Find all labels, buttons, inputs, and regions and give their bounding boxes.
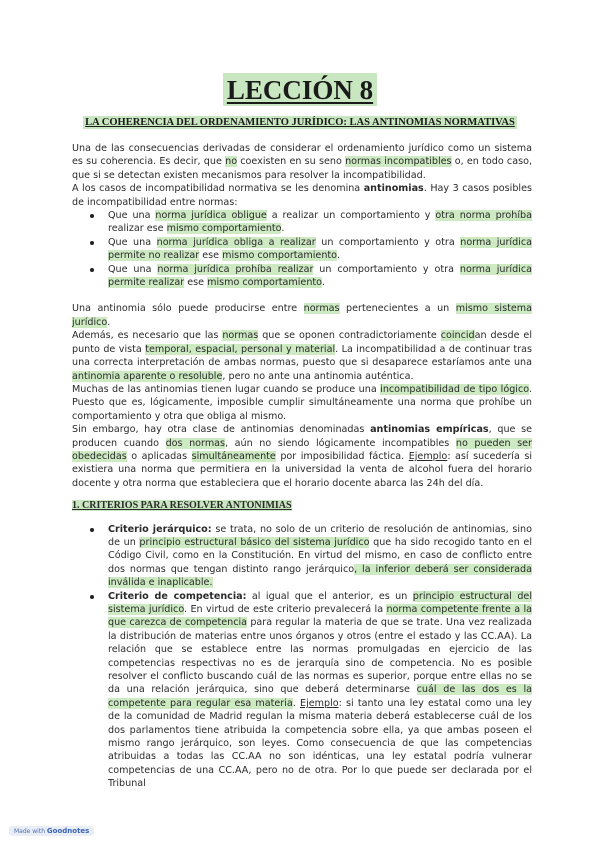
antinomia-paragraph-1: Una antinomia sólo puede producirse entre normas pertenecientes a un mismo sistema jurídico. xyxy=(72,303,532,328)
intro-paragraph-2: A los casos de incompatibilidad normativa se les denomina antinomias. Hay 3 casos posibles de incompatibilidad entre normas: xyxy=(72,183,533,208)
antinomia-paragraph-2: Además, es necesario que las normas que se oponen contradictoriamente coincidan desde el punto de vista temporal, espacial, personal y material. La incompatibilidad a de continuar tras una correcta interpretación de ambas normas, puesto que si desaparece estaríamos ante una antinomia aparente o resoluble, pero no ante una antinomia auténtica. xyxy=(72,330,532,382)
list-item: Que una norma jurídica obliga a realizar un comportamiento y otra norma jurídica permite no realizar ese mismo comportamiento. xyxy=(108,236,532,262)
cases-list xyxy=(72,209,532,289)
lesson-title: LECCIÓN 8 xyxy=(223,73,377,106)
criterio-competencia: Criterio de competencia: al igual que el anterior, es un principio estructural del sistema jurídico. En virtud de este criterio prevalecerá la norma competente frente a la que carezca de competencia para regular la materia de que se trate. Una vez realizada la distribución de materias entre unos órganos y otros (entre el estado y las CC.AA). La relación que se establece entre las normas promulgadas en ejercicio de las competencias respectivas no es de jerarquía sino de competencia. No es posible resolver el conflicto buscando cuál de las normas es superior, porque entre ellas no se da una relación jerárquica, sino que deberá determinarse cuál de las dos es la competente para regular esa materia. Ejemplo: si tanto una ley estatal como una ley de la comunidad de Madrid regulan la misma materia deberá establecerse cuál de los dos parlamentos tiene atribuida la competencia sobre ella, ya que ambas poseen el mismo rango jerárquico, son leyes. Como consecuencia de que las competencias atribuidas a todas las CC.AA no son idénticas, una ley estatal podría vulnerar competencias de una CC.AA, pero no de otra. Por lo que puede ser declarada por el Tribunal xyxy=(108,590,532,790)
section-heading: 1. CRITERIOS PARA RESOLVER ANTONIMIAS xyxy=(72,500,292,512)
list-item: Que una norma jurídica obligue a realizar un comportamiento y otra norma prohíba realizar ese mismo comportamiento. xyxy=(108,210,532,235)
list-item: Que una norma jurídica prohíba realizar un comportamiento y otra norma jurídica permite realizar ese mismo comportamiento. xyxy=(108,263,532,289)
goodnotes-badge: Made with Goodnotes xyxy=(9,826,94,836)
lesson-subtitle xyxy=(0,117,600,128)
criteria-list xyxy=(72,523,532,791)
antinomia-paragraph-4: Sin embargo, hay otra clase de antinomias denominadas antinomias empíricas, que se producen cuando dos normas, aún no siendo lógicamente incompatibles no pueden ser obedecidas o aplicadas simultáneamente por imposibilidad fáctica. Ejemplo: así sucedería si existiera una norma que permitiera en la universidad la venta de alcohol fuera del horario docente y otra norma que estableciera que el horario docente abarca las 24h del día. xyxy=(72,424,533,489)
subtitle-text: LA COHERENCIA DEL ORDENAMIENTO JURÍDICO: LAS ANTINOMIAS NORMATIVAS xyxy=(85,117,515,128)
intro-paragraph-1: Una de las consecuencias derivadas de considerar el ordenamiento jurídico como un sistema es su coherencia. Es decir, que no coexisten en su seno normas incompatibles o, en todo caso, que si se detectan existen mecanismos para resolver la incompatibilidad. xyxy=(72,143,532,181)
document-body xyxy=(72,142,532,791)
spacer xyxy=(72,289,532,302)
criterio-jerarquico: Criterio jerárquico: se trata, no solo de un criterio de resolución de antinomias, sino de un principio estructural básico del sistema jurídico que ha sido recogido tanto en el Código Civil, como en la Constitución. En virtud del mismo, en caso de conflicto entre dos normas que tengan distinto rango jerárquico, la inferior deberá ser considerada inválida e inaplicable. xyxy=(108,523,532,589)
title-wrapper xyxy=(0,73,600,106)
antinomia-paragraph-3: Muchas de las antinomias tienen lugar cuando se produce una incompatibilidad de tipo lógico. Puesto que es, lógicamente, imposible cumplir simultáneamente una norma que prohíbe un comportamiento y otra que obliga al mismo. xyxy=(72,383,532,422)
